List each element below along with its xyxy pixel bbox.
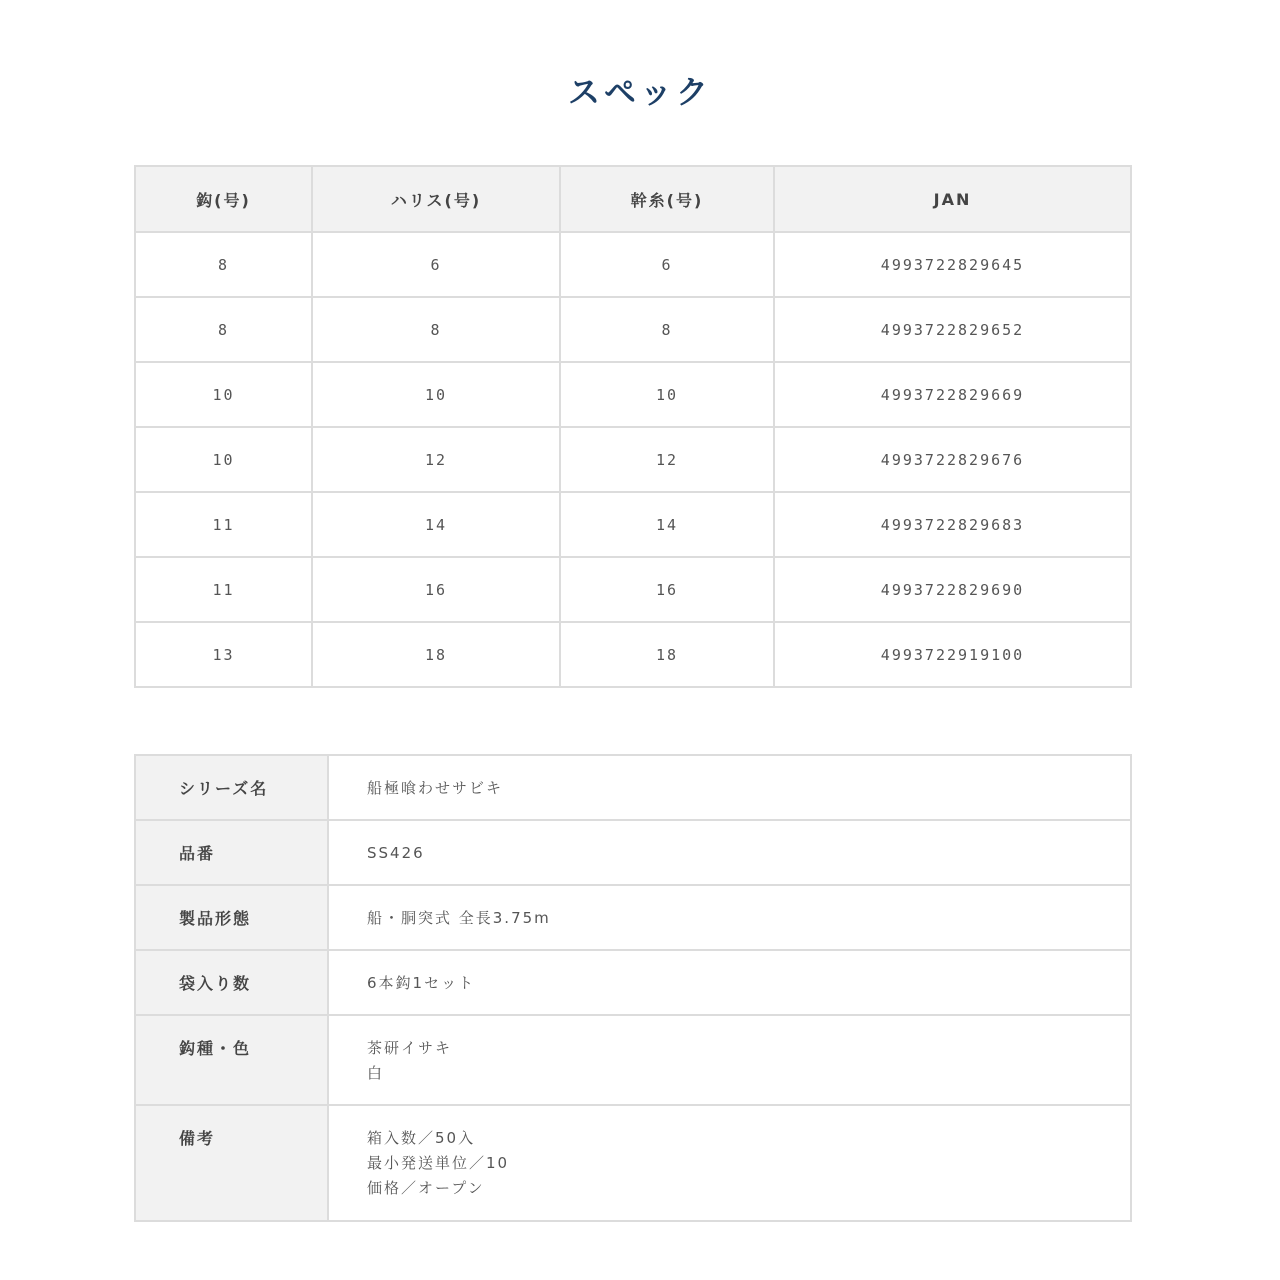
table-row (135, 622, 1131, 687)
product-info-table (134, 754, 1132, 1222)
info-row-hook-type-color (135, 1015, 1131, 1105)
cell-hook-size: 11 (135, 557, 312, 622)
info-value-line: 最小発送単位／10 (367, 1154, 510, 1172)
table-row (135, 232, 1131, 297)
cell-main-line-size: 18 (560, 622, 774, 687)
table-row (135, 362, 1131, 427)
header-jan: JAN (774, 166, 1131, 232)
header-leader-size: ハリス(号) (312, 166, 560, 232)
cell-main-line-size: 6 (560, 232, 774, 297)
cell-leader-size: 10 (312, 362, 560, 427)
cell-hook-size: 10 (135, 427, 312, 492)
info-value-hook-type-color (328, 1015, 1131, 1105)
cell-hook-size: 11 (135, 492, 312, 557)
info-row-product-number (135, 820, 1131, 885)
cell-main-line-size: 14 (560, 492, 774, 557)
info-value-pack-quantity (328, 950, 1131, 1015)
header-main-line-size: 幹糸(号) (560, 166, 774, 232)
info-value-remarks (328, 1105, 1131, 1221)
page-title: スペック (567, 73, 712, 111)
info-label-product-number: 品番 (135, 820, 328, 885)
info-value-line: 価格／オープン (367, 1179, 485, 1197)
info-value-product-form (328, 885, 1131, 950)
table-row (135, 492, 1131, 557)
info-row-series (135, 755, 1131, 820)
table-row (135, 557, 1131, 622)
cell-main-line-size: 8 (560, 297, 774, 362)
cell-jan: 4993722829683 (774, 492, 1131, 557)
cell-leader-size: 16 (312, 557, 560, 622)
cell-leader-size: 18 (312, 622, 560, 687)
info-value-line: 白 (367, 1064, 385, 1082)
spec-table (134, 165, 1132, 688)
info-label-product-form: 製品形態 (135, 885, 328, 950)
header-hook-size: 鈎(号) (135, 166, 312, 232)
info-value-product-number (328, 820, 1131, 885)
cell-hook-size: 8 (135, 232, 312, 297)
cell-leader-size: 8 (312, 297, 560, 362)
info-value-series (328, 755, 1131, 820)
info-row-remarks (135, 1105, 1131, 1221)
cell-main-line-size: 12 (560, 427, 774, 492)
cell-hook-size: 13 (135, 622, 312, 687)
cell-leader-size: 6 (312, 232, 560, 297)
cell-jan: 4993722829669 (774, 362, 1131, 427)
info-value-line: 6本鈎1セット (367, 974, 476, 992)
info-value-line: 船極喰わせサビキ (367, 779, 504, 797)
info-row-pack-quantity (135, 950, 1131, 1015)
info-label-remarks: 備考 (135, 1105, 328, 1221)
info-label-series: シリーズ名 (135, 755, 328, 820)
info-value-line: 船・胴突式 全長3.75m (367, 909, 551, 927)
info-label-pack-quantity: 袋入り数 (135, 950, 328, 1015)
table-row (135, 427, 1131, 492)
cell-jan: 4993722829652 (774, 297, 1131, 362)
info-value-line: 箱入数／50入 (367, 1129, 476, 1147)
info-label-hook-type-color: 鈎種・色 (135, 1015, 328, 1105)
cell-leader-size: 12 (312, 427, 560, 492)
cell-jan: 4993722829690 (774, 557, 1131, 622)
cell-jan: 4993722829676 (774, 427, 1131, 492)
cell-main-line-size: 16 (560, 557, 774, 622)
cell-main-line-size: 10 (560, 362, 774, 427)
table-row (135, 297, 1131, 362)
spec-header-row (135, 166, 1131, 232)
cell-jan: 4993722829645 (774, 232, 1131, 297)
info-value-line: 茶研イサキ (367, 1039, 453, 1057)
cell-leader-size: 14 (312, 492, 560, 557)
info-value-line: SS426 (367, 844, 425, 862)
cell-jan: 4993722919100 (774, 622, 1131, 687)
cell-hook-size: 8 (135, 297, 312, 362)
info-row-product-form (135, 885, 1131, 950)
cell-hook-size: 10 (135, 362, 312, 427)
